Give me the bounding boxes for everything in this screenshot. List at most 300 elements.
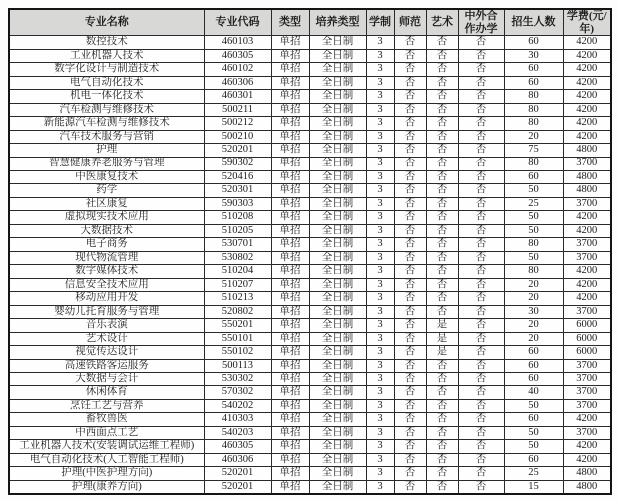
table-cell: 否 [426,413,458,426]
table-cell: 否 [426,305,458,318]
table-cell: 20 [504,130,563,143]
table-cell: 460301 [204,90,271,103]
table-cell: 4200 [563,90,611,103]
table-cell: 80 [504,157,563,170]
table-cell: 否 [426,251,458,264]
table-cell: 25 [504,467,563,480]
table-cell: 否 [426,359,458,372]
table-cell: 单招 [271,467,309,480]
table-cell: 否 [394,130,426,143]
table-row [9,278,611,291]
table-cell: 4800 [563,467,611,480]
table-cell: 全日制 [309,292,366,305]
table-cell: 否 [426,184,458,197]
table-cell: 3 [366,453,394,466]
table-cell: 否 [458,413,504,426]
table-cell: 全日制 [309,453,366,466]
table-cell: 单招 [271,386,309,399]
table-cell: 25 [504,197,563,210]
table-cell: 智慧健康养老服务与管理 [9,157,204,170]
table-cell: 全日制 [309,399,366,412]
table-cell: 移动应用开发 [9,292,204,305]
table-cell: 单招 [271,278,309,291]
table-cell: 否 [426,157,458,170]
table-cell: 3 [366,399,394,412]
table-cell: 550201 [204,319,271,332]
table-cell: 否 [458,453,504,466]
table-cell: 现代物流管理 [9,251,204,264]
table-cell: 单招 [271,426,309,439]
table-cell: 520802 [204,305,271,318]
table-row [9,224,611,237]
table-cell: 4800 [563,170,611,183]
table-cell: 高速铁路客运服务 [9,359,204,372]
table-cell: 否 [458,319,504,332]
table-cell: 否 [394,184,426,197]
table-cell: 单招 [271,373,309,386]
table-cell: 60 [504,36,563,49]
table-cell: 否 [394,117,426,130]
column-header: 学制 [366,9,394,36]
table-cell: 工业机器人技术(安装调试运维工程师) [9,440,204,453]
table-cell: 50 [504,251,563,264]
table-row [9,346,611,359]
table-cell: 单招 [271,332,309,345]
table-cell: 全日制 [309,184,366,197]
table-cell: 4800 [563,184,611,197]
table-cell: 单招 [271,265,309,278]
table-cell: 否 [458,346,504,359]
table-cell: 工业机器人技术 [9,49,204,62]
table-cell: 否 [426,440,458,453]
table-cell: 3 [366,426,394,439]
table-cell: 6000 [563,346,611,359]
table-cell: 全日制 [309,346,366,359]
table-cell: 否 [394,440,426,453]
table-cell: 3 [366,332,394,345]
table-cell: 单招 [271,157,309,170]
table-cell: 否 [426,144,458,157]
table-row [9,319,611,332]
table-cell: 否 [394,170,426,183]
table-cell: 3 [366,224,394,237]
table-cell: 全日制 [309,278,366,291]
table-cell: 3 [366,184,394,197]
table-cell: 虚拟现实技术应用 [9,211,204,224]
table-cell: 否 [394,413,426,426]
table-cell: 80 [504,103,563,116]
table-cell: 3 [366,170,394,183]
table-cell: 数控技术 [9,36,204,49]
table-cell: 全日制 [309,197,366,210]
table-cell: 520301 [204,184,271,197]
table-cell: 50 [504,440,563,453]
table-cell: 3700 [563,197,611,210]
table-row [9,413,611,426]
table-cell: 否 [394,399,426,412]
table-cell: 否 [394,386,426,399]
table-cell: 3 [366,117,394,130]
table-cell: 电气自动化技术 [9,76,204,89]
table-cell: 否 [394,76,426,89]
table-cell: 全日制 [309,440,366,453]
table-cell: 510207 [204,278,271,291]
table-cell: 4800 [563,144,611,157]
table-cell: 单招 [271,453,309,466]
table-cell: 3700 [563,359,611,372]
table-cell: 否 [458,238,504,251]
table-cell: 否 [426,238,458,251]
table-cell: 单招 [271,251,309,264]
table-cell: 590302 [204,157,271,170]
table-cell: 3700 [563,386,611,399]
table-cell: 音乐表演 [9,319,204,332]
table-cell: 500210 [204,130,271,143]
table-cell: 3700 [563,373,611,386]
table-cell: 否 [394,426,426,439]
table-cell: 510208 [204,211,271,224]
table-cell: 否 [458,184,504,197]
table-cell: 否 [426,399,458,412]
table-cell: 20 [504,332,563,345]
table-cell: 30 [504,49,563,62]
table-cell: 否 [458,76,504,89]
column-header: 师范 [394,9,426,36]
table-cell: 510204 [204,265,271,278]
table-cell: 3 [366,386,394,399]
table-cell: 否 [458,359,504,372]
table-cell: 550102 [204,346,271,359]
table-cell: 否 [458,170,504,183]
table-cell: 3 [366,76,394,89]
table-cell: 4200 [563,440,611,453]
table-cell: 510213 [204,292,271,305]
table-cell: 单招 [271,359,309,372]
table-row [9,386,611,399]
table-cell: 60 [504,76,563,89]
table-cell: 否 [458,426,504,439]
table-cell: 530302 [204,373,271,386]
table-cell: 机电一体化技术 [9,90,204,103]
table-cell: 否 [426,211,458,224]
table-cell: 视觉传达设计 [9,346,204,359]
table-cell: 否 [458,386,504,399]
table-cell: 单招 [271,346,309,359]
table-cell: 畜牧兽医 [9,413,204,426]
table-cell: 否 [458,332,504,345]
table-cell: 全日制 [309,144,366,157]
majors-table [8,8,612,495]
column-header: 专业代码 [204,9,271,36]
table-cell: 50 [504,399,563,412]
table-cell: 否 [458,117,504,130]
table-cell: 否 [458,144,504,157]
table-cell: 护理(中医护理方向) [9,467,204,480]
table-cell: 单招 [271,170,309,183]
table-cell: 否 [394,467,426,480]
table-row [9,90,611,103]
table-cell: 3700 [563,305,611,318]
table-cell: 460102 [204,63,271,76]
table-row [9,211,611,224]
table-cell: 500211 [204,103,271,116]
table-cell: 4200 [563,36,611,49]
table-cell: 520201 [204,467,271,480]
table-body [9,36,611,494]
table-row [9,426,611,439]
table-cell: 否 [426,292,458,305]
table-cell: 否 [458,63,504,76]
table-cell: 3 [366,467,394,480]
table-cell: 全日制 [309,359,366,372]
table-row [9,440,611,453]
table-cell: 全日制 [309,373,366,386]
table-row [9,480,611,494]
table-cell: 否 [426,480,458,494]
table-cell: 否 [394,453,426,466]
table-cell: 520201 [204,144,271,157]
table-cell: 单招 [271,238,309,251]
table-cell: 否 [458,90,504,103]
table-cell: 单招 [271,224,309,237]
majors-table-container [8,8,610,495]
table-cell: 单招 [271,480,309,494]
table-cell: 否 [394,197,426,210]
table-cell: 否 [426,117,458,130]
table-cell: 3 [366,346,394,359]
table-cell: 否 [426,49,458,62]
table-cell: 否 [394,373,426,386]
table-row [9,197,611,210]
table-cell: 510205 [204,224,271,237]
table-cell: 否 [458,373,504,386]
table-cell: 否 [426,453,458,466]
table-cell: 否 [394,278,426,291]
table-cell: 否 [394,144,426,157]
table-cell: 50 [504,184,563,197]
table-cell: 3 [366,278,394,291]
table-cell: 60 [504,359,563,372]
table-row [9,373,611,386]
table-cell: 否 [458,305,504,318]
table-cell: 3 [366,413,394,426]
table-row [9,117,611,130]
table-cell: 530802 [204,251,271,264]
table-cell: 3 [366,373,394,386]
column-header: 专业名称 [9,9,204,36]
column-header: 招生人数 [504,9,563,36]
table-cell: 单招 [271,90,309,103]
table-row [9,103,611,116]
table-cell: 单招 [271,413,309,426]
table-cell: 社区康复 [9,197,204,210]
table-cell: 3700 [563,426,611,439]
table-cell: 否 [394,332,426,345]
table-cell: 6000 [563,319,611,332]
table-cell: 3 [366,36,394,49]
table-cell: 单招 [271,76,309,89]
table-cell: 60 [504,373,563,386]
table-cell: 中西面点工艺 [9,426,204,439]
table-cell: 否 [426,63,458,76]
column-header: 类型 [271,9,309,36]
table-cell: 单招 [271,197,309,210]
table-cell: 大数据技术 [9,224,204,237]
table-cell: 否 [458,278,504,291]
table-cell: 40 [504,386,563,399]
table-row [9,265,611,278]
table-cell: 数字化设计与制造技术 [9,63,204,76]
table-cell: 全日制 [309,224,366,237]
table-cell: 3 [366,440,394,453]
table-cell: 否 [394,319,426,332]
table-cell: 数字媒体技术 [9,265,204,278]
table-cell: 500113 [204,359,271,372]
table-cell: 单招 [271,399,309,412]
table-cell: 3700 [563,238,611,251]
column-header: 学费(元/年) [563,9,611,36]
table-cell: 全日制 [309,413,366,426]
table-cell: 全日制 [309,251,366,264]
table-cell: 否 [458,467,504,480]
table-cell: 20 [504,292,563,305]
table-cell: 否 [394,265,426,278]
table-cell: 全日制 [309,426,366,439]
table-cell: 否 [458,157,504,170]
table-cell: 否 [394,49,426,62]
table-cell: 否 [458,103,504,116]
table-cell: 否 [458,292,504,305]
table-cell: 460306 [204,453,271,466]
table-cell: 电气自动化技术(人工智能工程师) [9,453,204,466]
table-cell: 否 [458,49,504,62]
table-row [9,467,611,480]
table-cell: 否 [458,440,504,453]
table-row [9,184,611,197]
table-cell: 50 [504,211,563,224]
table-cell: 15 [504,480,563,494]
table-cell: 4200 [563,63,611,76]
table-cell: 4800 [563,480,611,494]
table-cell: 4200 [563,453,611,466]
table-cell: 否 [426,103,458,116]
table-cell: 否 [394,63,426,76]
table-cell: 否 [458,130,504,143]
table-cell: 否 [426,278,458,291]
table-cell: 460305 [204,440,271,453]
table-cell: 550101 [204,332,271,345]
table-cell: 新能源汽车检测与维修技术 [9,117,204,130]
header-row [9,9,611,36]
column-header: 中外合作办学 [458,9,504,36]
table-cell: 否 [394,359,426,372]
table-cell: 全日制 [309,76,366,89]
table-cell: 否 [394,103,426,116]
table-cell: 3 [366,319,394,332]
table-cell: 全日制 [309,49,366,62]
table-cell: 是 [426,332,458,345]
table-cell: 全日制 [309,103,366,116]
table-cell: 全日制 [309,157,366,170]
table-cell: 80 [504,238,563,251]
table-cell: 否 [426,467,458,480]
table-cell: 4200 [563,117,611,130]
table-cell: 否 [458,265,504,278]
table-cell: 3 [366,49,394,62]
table-cell: 否 [458,399,504,412]
table-cell: 4200 [563,278,611,291]
table-cell: 否 [458,36,504,49]
table-cell: 中医康复技术 [9,170,204,183]
table-cell: 540202 [204,399,271,412]
table-cell: 否 [426,386,458,399]
table-cell: 530701 [204,238,271,251]
table-cell: 单招 [271,130,309,143]
table-cell: 590303 [204,197,271,210]
table-cell: 否 [426,373,458,386]
table-cell: 4200 [563,224,611,237]
table-cell: 520416 [204,170,271,183]
table-cell: 3700 [563,399,611,412]
table-cell: 单招 [271,144,309,157]
table-cell: 60 [504,453,563,466]
table-cell: 大数据与会计 [9,373,204,386]
table-cell: 3 [366,63,394,76]
column-header: 艺术 [426,9,458,36]
table-cell: 否 [394,480,426,494]
table-cell: 460306 [204,76,271,89]
table-row [9,63,611,76]
table-cell: 500212 [204,117,271,130]
table-cell: 全日制 [309,480,366,494]
table-cell: 75 [504,144,563,157]
table-cell: 3 [366,103,394,116]
table-row [9,238,611,251]
table-cell: 否 [426,224,458,237]
table-cell: 单招 [271,49,309,62]
table-cell: 烹饪工艺与营养 [9,399,204,412]
table-row [9,332,611,345]
table-cell: 20 [504,319,563,332]
table-cell: 4200 [563,211,611,224]
table-cell: 540203 [204,426,271,439]
table-cell: 全日制 [309,265,366,278]
table-cell: 全日制 [309,467,366,480]
table-cell: 60 [504,63,563,76]
table-cell: 单招 [271,211,309,224]
table-cell: 否 [426,76,458,89]
table-cell: 80 [504,265,563,278]
table-row [9,251,611,264]
table-cell: 否 [394,224,426,237]
table-cell: 3 [366,238,394,251]
table-cell: 否 [426,90,458,103]
table-cell: 全日制 [309,319,366,332]
table-cell: 460103 [204,36,271,49]
table-cell: 3 [366,292,394,305]
table-cell: 570302 [204,386,271,399]
table-cell: 80 [504,117,563,130]
table-cell: 410303 [204,413,271,426]
table-cell: 3 [366,265,394,278]
table-cell: 单招 [271,319,309,332]
table-cell: 4200 [563,103,611,116]
table-cell: 3700 [563,157,611,170]
table-cell: 单招 [271,117,309,130]
table-row [9,157,611,170]
table-cell: 否 [394,251,426,264]
table-row [9,359,611,372]
